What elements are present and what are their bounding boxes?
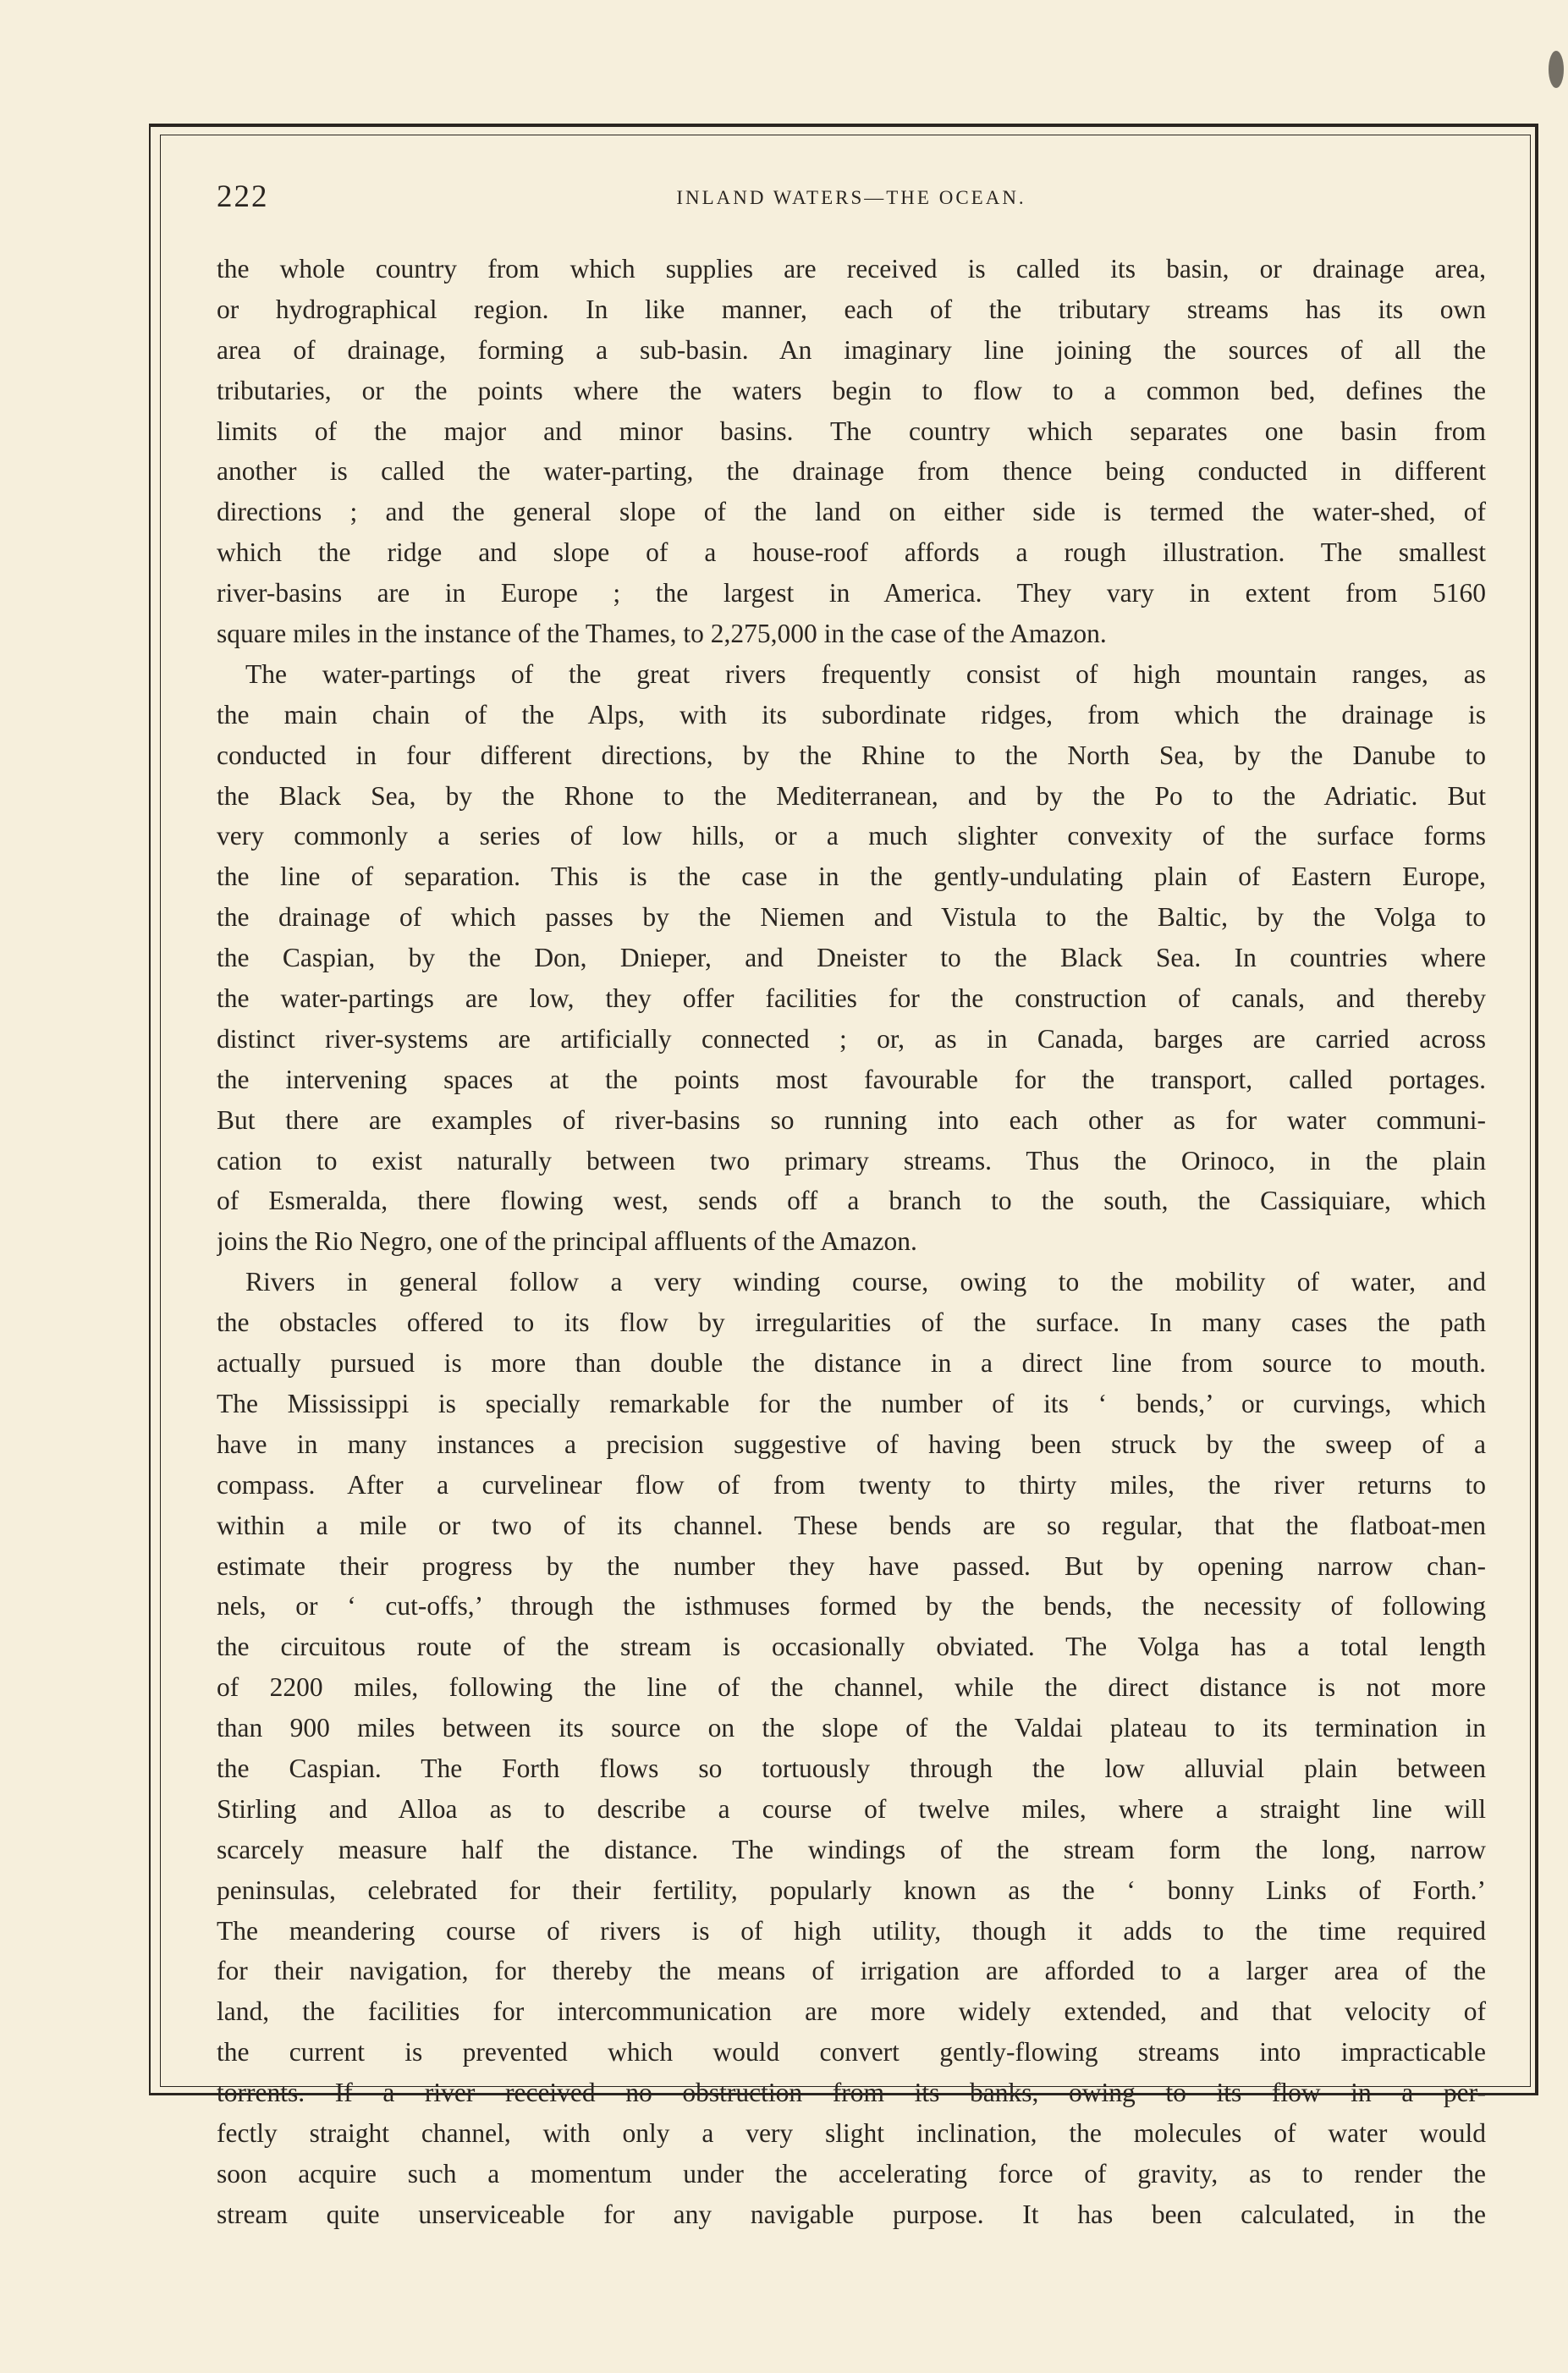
text-line: very commonly a series of low hills, or a much slighter convexity of the surface forms <box>217 821 1486 851</box>
body-text <box>217 249 1486 2235</box>
text-line: the Black Sea, by the Rhone to the Mediterranean, and by the Po to the Adriatic. But <box>217 780 1486 811</box>
text-line: Stirling and Alloa as to describe a course of twelve miles, where a straight line will <box>217 1793 1486 1824</box>
text-line: compass. After a curvelinear flow of from twenty to thirty miles, the river returns to <box>217 1469 1486 1500</box>
text-line: the whole country from which supplies are received is called its basin, or drainage area, <box>217 254 1486 284</box>
text-line: or hydrographical region. In like manner, each of the tributary streams has its own <box>217 294 1486 324</box>
text-line: distinct river-systems are artificially connected ; or, as in Canada, barges are carried across <box>217 1023 1486 1054</box>
text-line: the water-partings are low, they offer facilities for the construction of canals, and thereby <box>217 983 1486 1014</box>
text-line: the line of separation. This is the case in the gently-undulating plain of Eastern Europe, <box>217 862 1486 892</box>
text-line: the obstacles offered to its flow by irregularities of the surface. In many cases the path <box>217 1308 1486 1338</box>
text-line: the circuitous route of the stream is occasionally obviated. The Volga has a total length <box>217 1632 1486 1662</box>
text-line: joins the Rio Negro, one of the principal affluents of the Amazon. <box>217 1226 917 1257</box>
text-line: have in many instances a precision suggestive of having been struck by the sweep of a <box>217 1429 1486 1459</box>
text-line: peninsulas, celebrated for their fertility, popularly known as the ‘ bonny Links of Forth.’ <box>217 1875 1486 1905</box>
text-line: But there are examples of river-basins so running into each other as for water communi- <box>217 1104 1486 1135</box>
text-line: the Caspian. The Forth flows so tortuously through the low alluvial plain between <box>217 1753 1486 1783</box>
text-line: river-basins are in Europe ; the largest in America. They vary in extent from 5160 <box>217 578 1486 608</box>
text-line: estimate their progress by the number they have passed. But by opening narrow chan- <box>217 1550 1486 1581</box>
text-line: The water-partings of the great rivers frequently consist of high mountain ranges, as <box>245 658 1486 689</box>
text-line: which the ridge and slope of a house-roof affords a rough illustration. The smallest <box>217 537 1486 568</box>
text-line: the current is prevented which would convert gently-flowing streams into impracticable <box>217 2037 1486 2067</box>
text-line: torrents. If a river received no obstruction from its banks, owing to its flow in a per- <box>217 2078 1486 2108</box>
running-head: INLAND WATERS—THE OCEAN. <box>676 187 1026 208</box>
text-line: tributaries, or the points where the waters begin to flow to a common bed, defines the <box>217 375 1486 405</box>
text-line: area of drainage, forming a sub-basin. An imaginary line joining the sources of all the <box>217 334 1486 365</box>
text-line: of Esmeralda, there flowing west, sends off a branch to the south, the Cassiquiare, which <box>217 1186 1486 1216</box>
text-line: the drainage of which passes by the Niemen and Vistula to the Baltic, by the Volga to <box>217 902 1486 933</box>
page-number: 222 <box>217 179 269 214</box>
text-line: land, the facilities for intercommunication are more widely extended, and that velocity of <box>217 1996 1486 2027</box>
text-line: conducted in four different directions, by the Rhine to the North Sea, by the Danube to <box>217 740 1486 770</box>
text-line: stream quite unserviceable for any navigable purpose. It has been calculated, in the <box>217 2199 1486 2229</box>
text-line: than 900 miles between its source on the slope of the Valdai plateau to its termination in <box>217 1713 1486 1743</box>
text-line: the Caspian, by the Don, Dnieper, and Dneister to the Black Sea. In countries where <box>217 943 1486 973</box>
text-line: the intervening spaces at the points most favourable for the transport, called portages. <box>217 1064 1486 1094</box>
text-line: The meandering course of rivers is of high utility, though it adds to the time required <box>217 1915 1486 1946</box>
text-line: for their navigation, for thereby the means of irrigation are afforded to a larger area of the <box>217 1956 1486 1986</box>
text-line: directions ; and the general slope of the land on either side is termed the water-shed, of <box>217 497 1486 527</box>
text-line: limits of the major and minor basins. The country which separates one basin from <box>217 416 1486 446</box>
page-header <box>217 176 1486 218</box>
text-line: nels, or ‘ cut-offs,’ through the isthmuses formed by the bends, the necessity of following <box>217 1591 1486 1621</box>
text-line: of 2200 miles, following the line of the channel, while the direct distance is not more <box>217 1672 1486 1703</box>
page-edge-mark <box>1549 51 1564 88</box>
text-line: square miles in the instance of the Thames, to 2,275,000 in the case of the Amazon. <box>217 619 1107 649</box>
text-line: scarcely measure half the distance. The windings of the stream form the long, narrow <box>217 1834 1486 1864</box>
text-line: The Mississippi is specially remarkable for the number of its ‘ bends,’ or curvings, which <box>217 1388 1486 1418</box>
text-line: fectly straight channel, with only a very slight inclination, the molecules of water would <box>217 2117 1486 2148</box>
text-line: within a mile or two of its channel. These bends are so regular, that the flatboat-men <box>217 1510 1486 1540</box>
text-line: soon acquire such a momentum under the accelerating force of gravity, as to render the <box>217 2158 1486 2189</box>
text-line: actually pursued is more than double the distance in a direct line from source to mouth. <box>217 1348 1486 1379</box>
text-line: cation to exist naturally between two primary streams. Thus the Orinoco, in the plain <box>217 1145 1486 1175</box>
text-line: Rivers in general follow a very winding course, owing to the mobility of water, and <box>245 1267 1486 1297</box>
text-line: the main chain of the Alps, with its subordinate ridges, from which the drainage is <box>217 699 1486 730</box>
text-line: another is called the water-parting, the drainage from thence being conducted in different <box>217 456 1486 487</box>
